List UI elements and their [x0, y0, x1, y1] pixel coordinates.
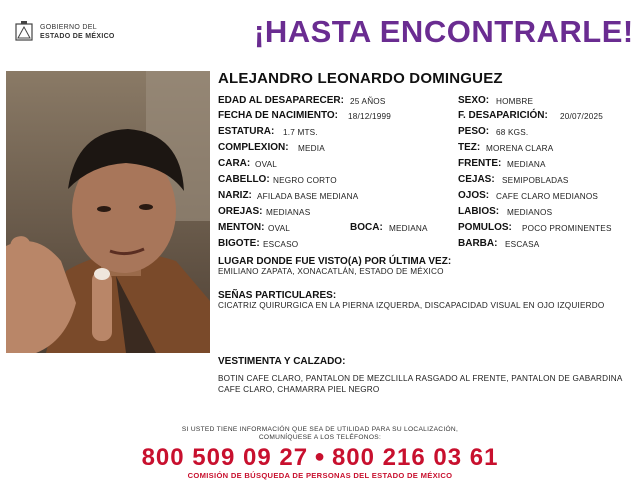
pomulos-value: POCO PROMINENTES: [522, 224, 612, 233]
frente-value: MEDIANA: [507, 160, 546, 169]
contact-note: [0, 426, 640, 442]
complexion-label: COMPLEXION:: [218, 142, 289, 153]
government-logo: [14, 18, 124, 48]
logo-text-line2: ESTADO DE MÉXICO: [40, 33, 115, 40]
menton-label: MENTON:: [218, 222, 265, 233]
complexion-value: MEDIA: [298, 144, 325, 153]
boca-label: BOCA:: [350, 222, 383, 233]
person-name: ALEJANDRO LEONARDO DOMINGUEZ: [218, 70, 503, 87]
labios-label: LABIOS:: [458, 206, 500, 217]
edad-label: EDAD AL DESAPARECER:: [218, 95, 344, 106]
phone-2: 800 216 03 61: [331, 444, 499, 471]
orejas-value: MEDIANAS: [266, 208, 311, 217]
vestimenta-value: BOTIN CAFE CLARO, PANTALON DE MEZCLILLA RASGADO AL FRENTE, PANTALON DE GABARDINA CAFE CLARO, CHAMARRA PIEL NEGRO: [218, 374, 623, 394]
coat-of-arms-icon: [14, 20, 34, 42]
bigote-value: ESCASO: [263, 240, 299, 249]
contact-note-line2: COMUNÍQUESE A LOS TELÉFONOS:: [258, 434, 382, 441]
tez-label: TEZ:: [458, 142, 481, 153]
sexo-label: SEXO:: [458, 95, 490, 106]
orejas-label: OREJAS:: [218, 206, 263, 217]
fdes-label: F. DESAPARICIÓN:: [458, 110, 548, 121]
fdes-value: 20/07/2025: [560, 112, 603, 121]
edad-value: 25 AÑOS: [350, 97, 386, 106]
boca-value: MEDIANA: [389, 224, 428, 233]
sexo-value: HOMBRE: [496, 97, 534, 106]
separator-dot-icon: ●: [314, 446, 326, 466]
senas-label: SEÑAS PARTICULARES:: [218, 290, 337, 301]
lugar-label: LUGAR DONDE FUE VISTO(A) POR ÚLTIMA VEZ:: [218, 256, 452, 267]
barba-value: ESCASA: [505, 240, 540, 249]
bigote-label: BIGOTE:: [218, 238, 260, 249]
person-photo: [6, 71, 210, 353]
ojos-value: CAFE CLARO MEDIANOS: [496, 192, 599, 201]
fnac-value: 18/12/1999: [348, 112, 391, 121]
cabello-value: NEGRO CORTO: [273, 176, 337, 185]
fnac-label: FECHA DE NACIMIENTO:: [218, 110, 338, 121]
estatura-value: 1.7 MTS.: [283, 128, 318, 137]
peso-label: PESO:: [458, 126, 490, 137]
cejas-label: CEJAS:: [458, 174, 495, 185]
menton-value: OVAL: [268, 224, 291, 233]
frente-label: FRENTE:: [458, 158, 502, 169]
nariz-label: NARIZ:: [218, 190, 252, 201]
logo-text-line1: GOBIERNO DEL: [40, 24, 97, 31]
cara-label: CARA:: [218, 158, 251, 169]
lugar-value: EMILIANO ZAPATA, XONACATLÁN, ESTADO DE MÉXICO: [218, 267, 444, 276]
contact-note-line1: SI USTED TIENE INFORMACIÓN QUE SEA DE UTILIDAD PARA SU LOCALIZACIÓN,: [181, 426, 459, 433]
labios-value: MEDIANOS: [507, 208, 553, 217]
pomulos-label: POMULOS:: [458, 222, 512, 233]
barba-label: BARBA:: [458, 238, 498, 249]
cejas-value: SEMIPOBLADAS: [502, 176, 569, 185]
tez-value: MORENA CLARA: [486, 144, 554, 153]
vestimenta-label: VESTIMENTA Y CALZADO:: [218, 356, 346, 367]
phone-numbers: [0, 444, 640, 472]
cara-value: OVAL: [255, 160, 278, 169]
headline: ¡HASTA ENCONTRARLE!: [254, 14, 634, 49]
phone-1: 800 509 09 27: [141, 444, 309, 471]
commission-name: COMISIÓN DE BÚSQUEDA DE PERSONAS DEL ESTADO DE MÉXICO: [187, 471, 453, 480]
peso-value: 68 KGS.: [496, 128, 529, 137]
cabello-label: CABELLO:: [218, 174, 270, 185]
estatura-label: ESTATURA:: [218, 126, 275, 137]
nariz-value: AFILADA BASE MEDIANA: [257, 192, 359, 201]
ojos-label: OJOS:: [458, 190, 490, 201]
senas-value: CICATRIZ QUIRURGICA EN LA PIERNA IZQUERDA, DISCAPACIDAD VISUAL EN OJO IZQUIERDO: [218, 301, 605, 310]
portrait-illustration: [6, 71, 210, 353]
